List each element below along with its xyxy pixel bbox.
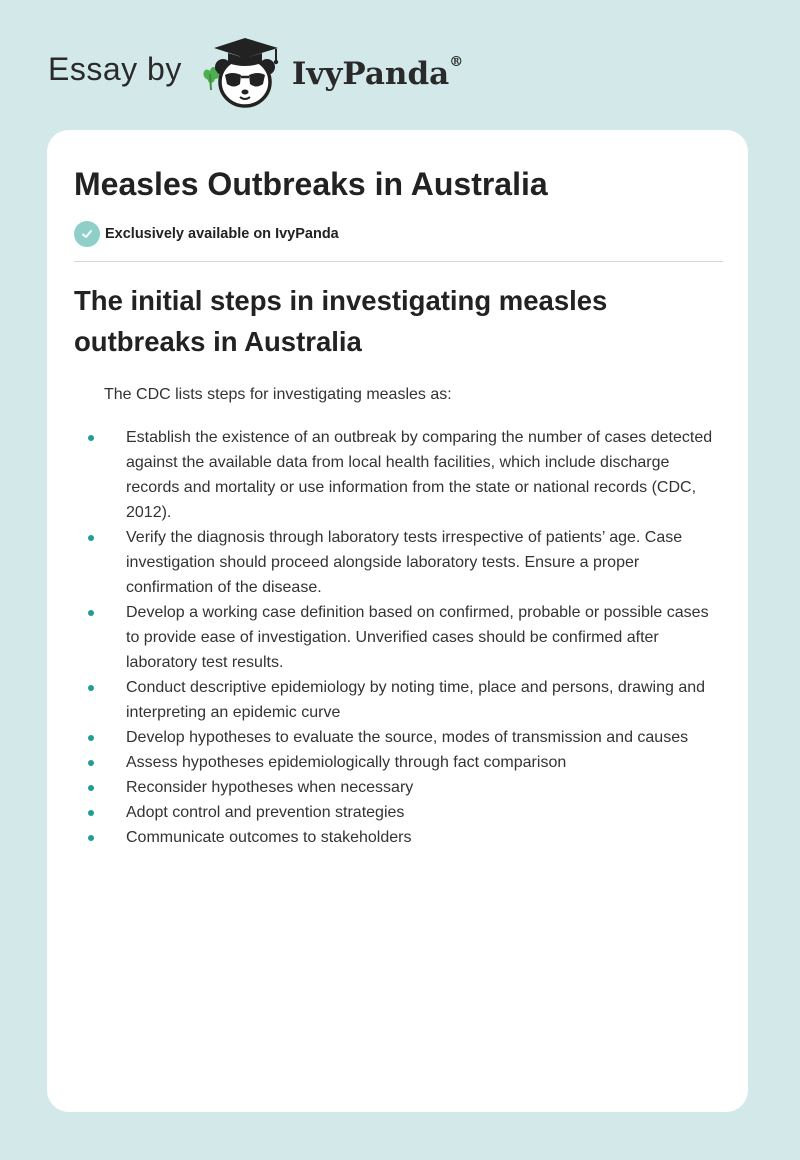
essay-card <box>47 130 748 1112</box>
badge-label: Exclusively available on IvyPanda <box>105 226 339 242</box>
list-item <box>126 825 726 850</box>
list-item-text: Communicate outcomes to stakeholders <box>126 829 412 846</box>
section-heading: The initial steps in investigating measles outbreaks in Australia <box>74 285 608 357</box>
brand-name[interactable]: IvyPanda® <box>291 54 464 92</box>
list-item <box>126 675 726 725</box>
page-title: Measles Outbreaks in Australia <box>74 166 548 202</box>
list-item-text: Reconsider hypotheses when necessary <box>126 779 414 796</box>
list-item <box>126 750 726 775</box>
list-item-text: Verify the diagnosis through laboratory tests irrespective of patients’ age. Case investigation should proceed alongside laboratory tests. Ensure a proper confirmation of the disease. <box>126 529 683 596</box>
intro-paragraph: The CDC lists steps for investigating measles as: <box>104 386 452 403</box>
list-item <box>126 525 726 600</box>
bullet-icon <box>88 435 94 441</box>
list-item-text: Adopt control and prevention strategies <box>126 804 405 821</box>
bullet-icon <box>88 835 94 841</box>
bullet-icon <box>88 610 94 616</box>
site-header <box>48 34 463 110</box>
bullet-icon <box>88 685 94 691</box>
essay-by-label: Essay by <box>48 50 182 87</box>
panda-logo-icon[interactable] <box>196 34 288 110</box>
list-item <box>126 800 726 825</box>
steps-list <box>126 425 726 850</box>
list-item-text: Assess hypotheses epidemiologically through fact comparison <box>126 754 567 771</box>
list-item <box>126 425 726 525</box>
list-item <box>126 725 726 750</box>
bullet-icon <box>88 760 94 766</box>
registered-mark: ® <box>449 54 464 70</box>
list-item-text: Develop hypotheses to evaluate the source, modes of transmission and causes <box>126 729 689 746</box>
divider <box>74 261 723 262</box>
exclusive-badge <box>74 221 339 247</box>
list-item-text: Conduct descriptive epidemiology by noting time, place and persons, drawing and interpreting an epidemic curve <box>126 679 706 721</box>
bullet-icon <box>88 535 94 541</box>
bullet-icon <box>88 810 94 816</box>
list-item-text: Develop a working case definition based on confirmed, probable or possible cases to provide ease of investigation. Unverified cases should be confirmed after laboratory test results. <box>126 604 709 671</box>
bullet-icon <box>88 785 94 791</box>
bullet-icon <box>88 735 94 741</box>
list-item <box>126 600 726 675</box>
check-icon <box>74 221 100 247</box>
list-item <box>126 775 726 800</box>
list-item-text: Establish the existence of an outbreak by comparing the number of cases detected against the available data from local health facilities, which include discharge records and mortality or use information from the state or national records (CDC, 2012). <box>126 429 713 521</box>
